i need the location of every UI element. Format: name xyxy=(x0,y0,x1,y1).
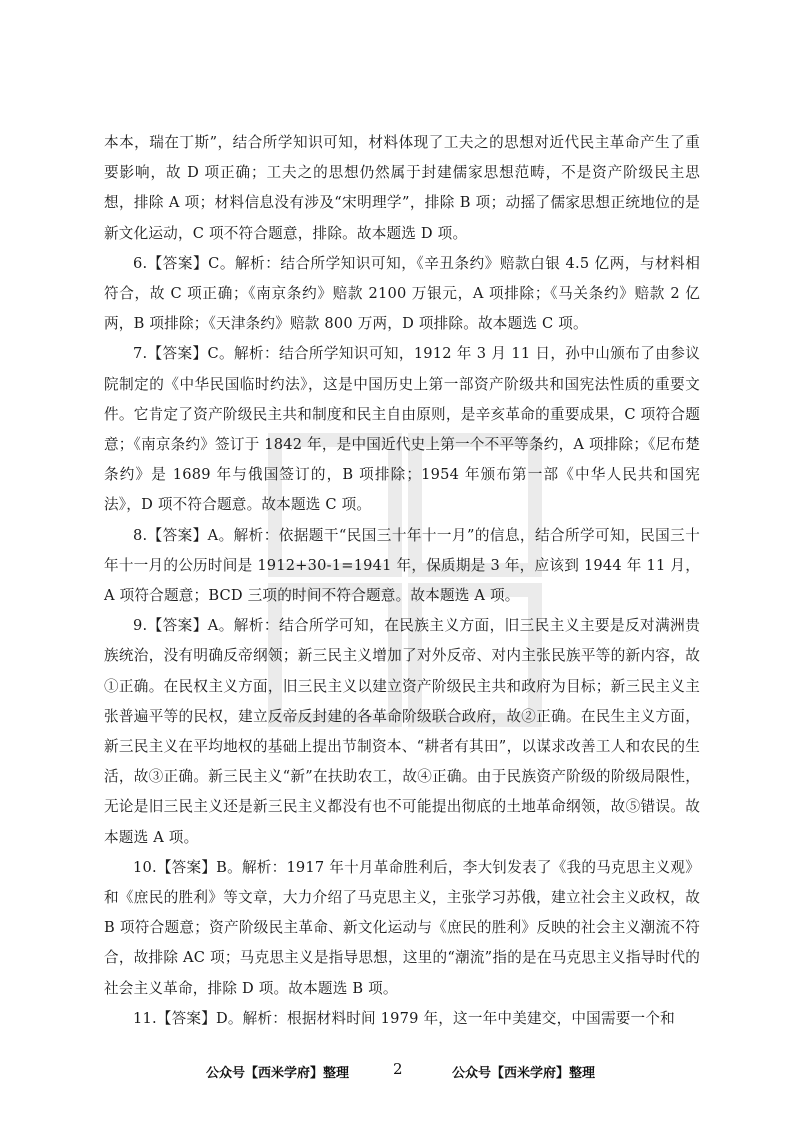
page-number: 2 xyxy=(393,1060,403,1078)
page-footer xyxy=(0,1062,800,1086)
answer-10-explanation: 10.【答案】B。解析：1917 年十月革命胜利后，李大钊发表了《我的马克思主义观》和《庶民的胜利》等文章，大力介绍了马克思主义，主张学习苏俄，建立社会主义政权，故 B 项符合题意；资产阶级民主革命、新文化运动与《庶民的胜利》反映的社会主义潮流不符合，故排除 AC 项；马克思主义是指导思想，这里的“潮流”指的是在马克思主义指导时代的社会主义革命，排除 D 项。故本题选 B 项。 xyxy=(104,858,700,997)
answer-explanations xyxy=(104,128,700,1034)
paragraph-continuation: 本本，瑞在丁斯”，结合所学知识可知，材料体现了工夫之的思想对近代民主革命产生了重要影响，故 D 项正确；工夫之的思想仍然属于封建儒家思想范畴，不是资产阶级民主思想，排除 A 项；材料信息没有涉及“宋明理学”，排除 B 项；动摇了儒家思想正统地位的是新文化运动，C 项不符合题意，排除。故本题选 D 项。 xyxy=(104,134,700,242)
answer-6-explanation: 6.【答案】C。解析：结合所学知识可知，《辛丑条约》赔款白银 4.5 亿两，与材料相符合，故 C 项正确；《南京条约》赔款 2100 万银元，A 项排除；《马关条约》赔款 2 亿两，B 项排除；《天津条约》赔款 800 万两，D 项排除。故本题选 C 项。 xyxy=(104,254,700,333)
answer-8-explanation: 8.【答案】A。解析：依据题干“民国三十年十一月”的信息，结合所学可知，民国三十年十一月的公历时间是 1912+30-1=1941 年，保质期是 3 年，应该到 1944 年 11 月，A 项符合题意；BCD 三项的时间不符合题意。故本题选 A 项。 xyxy=(104,526,700,605)
answer-9-explanation: 9.【答案】A。解析：结合所学可知，在民族主义方面，旧三民主义主要是反对满洲贵族统治，没有明确反帝纲领；新三民主义增加了对外反帝、对内主张民族平等的新内容，故①正确。在民权主义方面，旧三民主义以建立资产阶级民主共和政府为目标；新三民主义主张普遍平等的民权，建立反帝反封建的各革命阶级联合政府，故②正确。在民生主义方面，新三民主义在平均地权的基础上提出节制资本、“耕者有其田”，以谋求改善工人和农民的生活，故③正确。新三民主义“新”在扶助农工，故④正确。由于民族资产阶级的阶级局限性，无论是旧三民主义还是新三民主义都没有也不可能提出彻底的土地革命纲领，故⑤错误。故本题选 A 项。 xyxy=(104,617,700,846)
footer-left-credit: 公众号【西米学府】整理 xyxy=(206,1066,350,1081)
footer-right-credit: 公众号【西米学府】整理 xyxy=(452,1066,596,1081)
answer-7-explanation: 7.【答案】C。解析：结合所学知识可知，1912 年 3 月 11 日，孙中山颁布了由参议院制定的《中华民国临时约法》，这是中国历史上第一部资产阶级共和国宪法性质的重要文件。它肯定了资产阶级民主共和制度和民主自由原则，是辛亥革命的重要成果，C 项符合题意；《南京条约》签订于 1842 年，是中国近代史上第一个不平等条约，A 项排除；《尼布楚条约》是 1689 年与俄国签订的，B 项排除；1954 年颁布第一部《中华人民共和国宪法》，D 项不符合题意。故本题选 C 项。 xyxy=(104,345,700,514)
answer-11-explanation: 11.【答案】D。解析：根据材料时间 1979 年，这一年中美建交，中国需要一个和 xyxy=(133,1009,675,1027)
